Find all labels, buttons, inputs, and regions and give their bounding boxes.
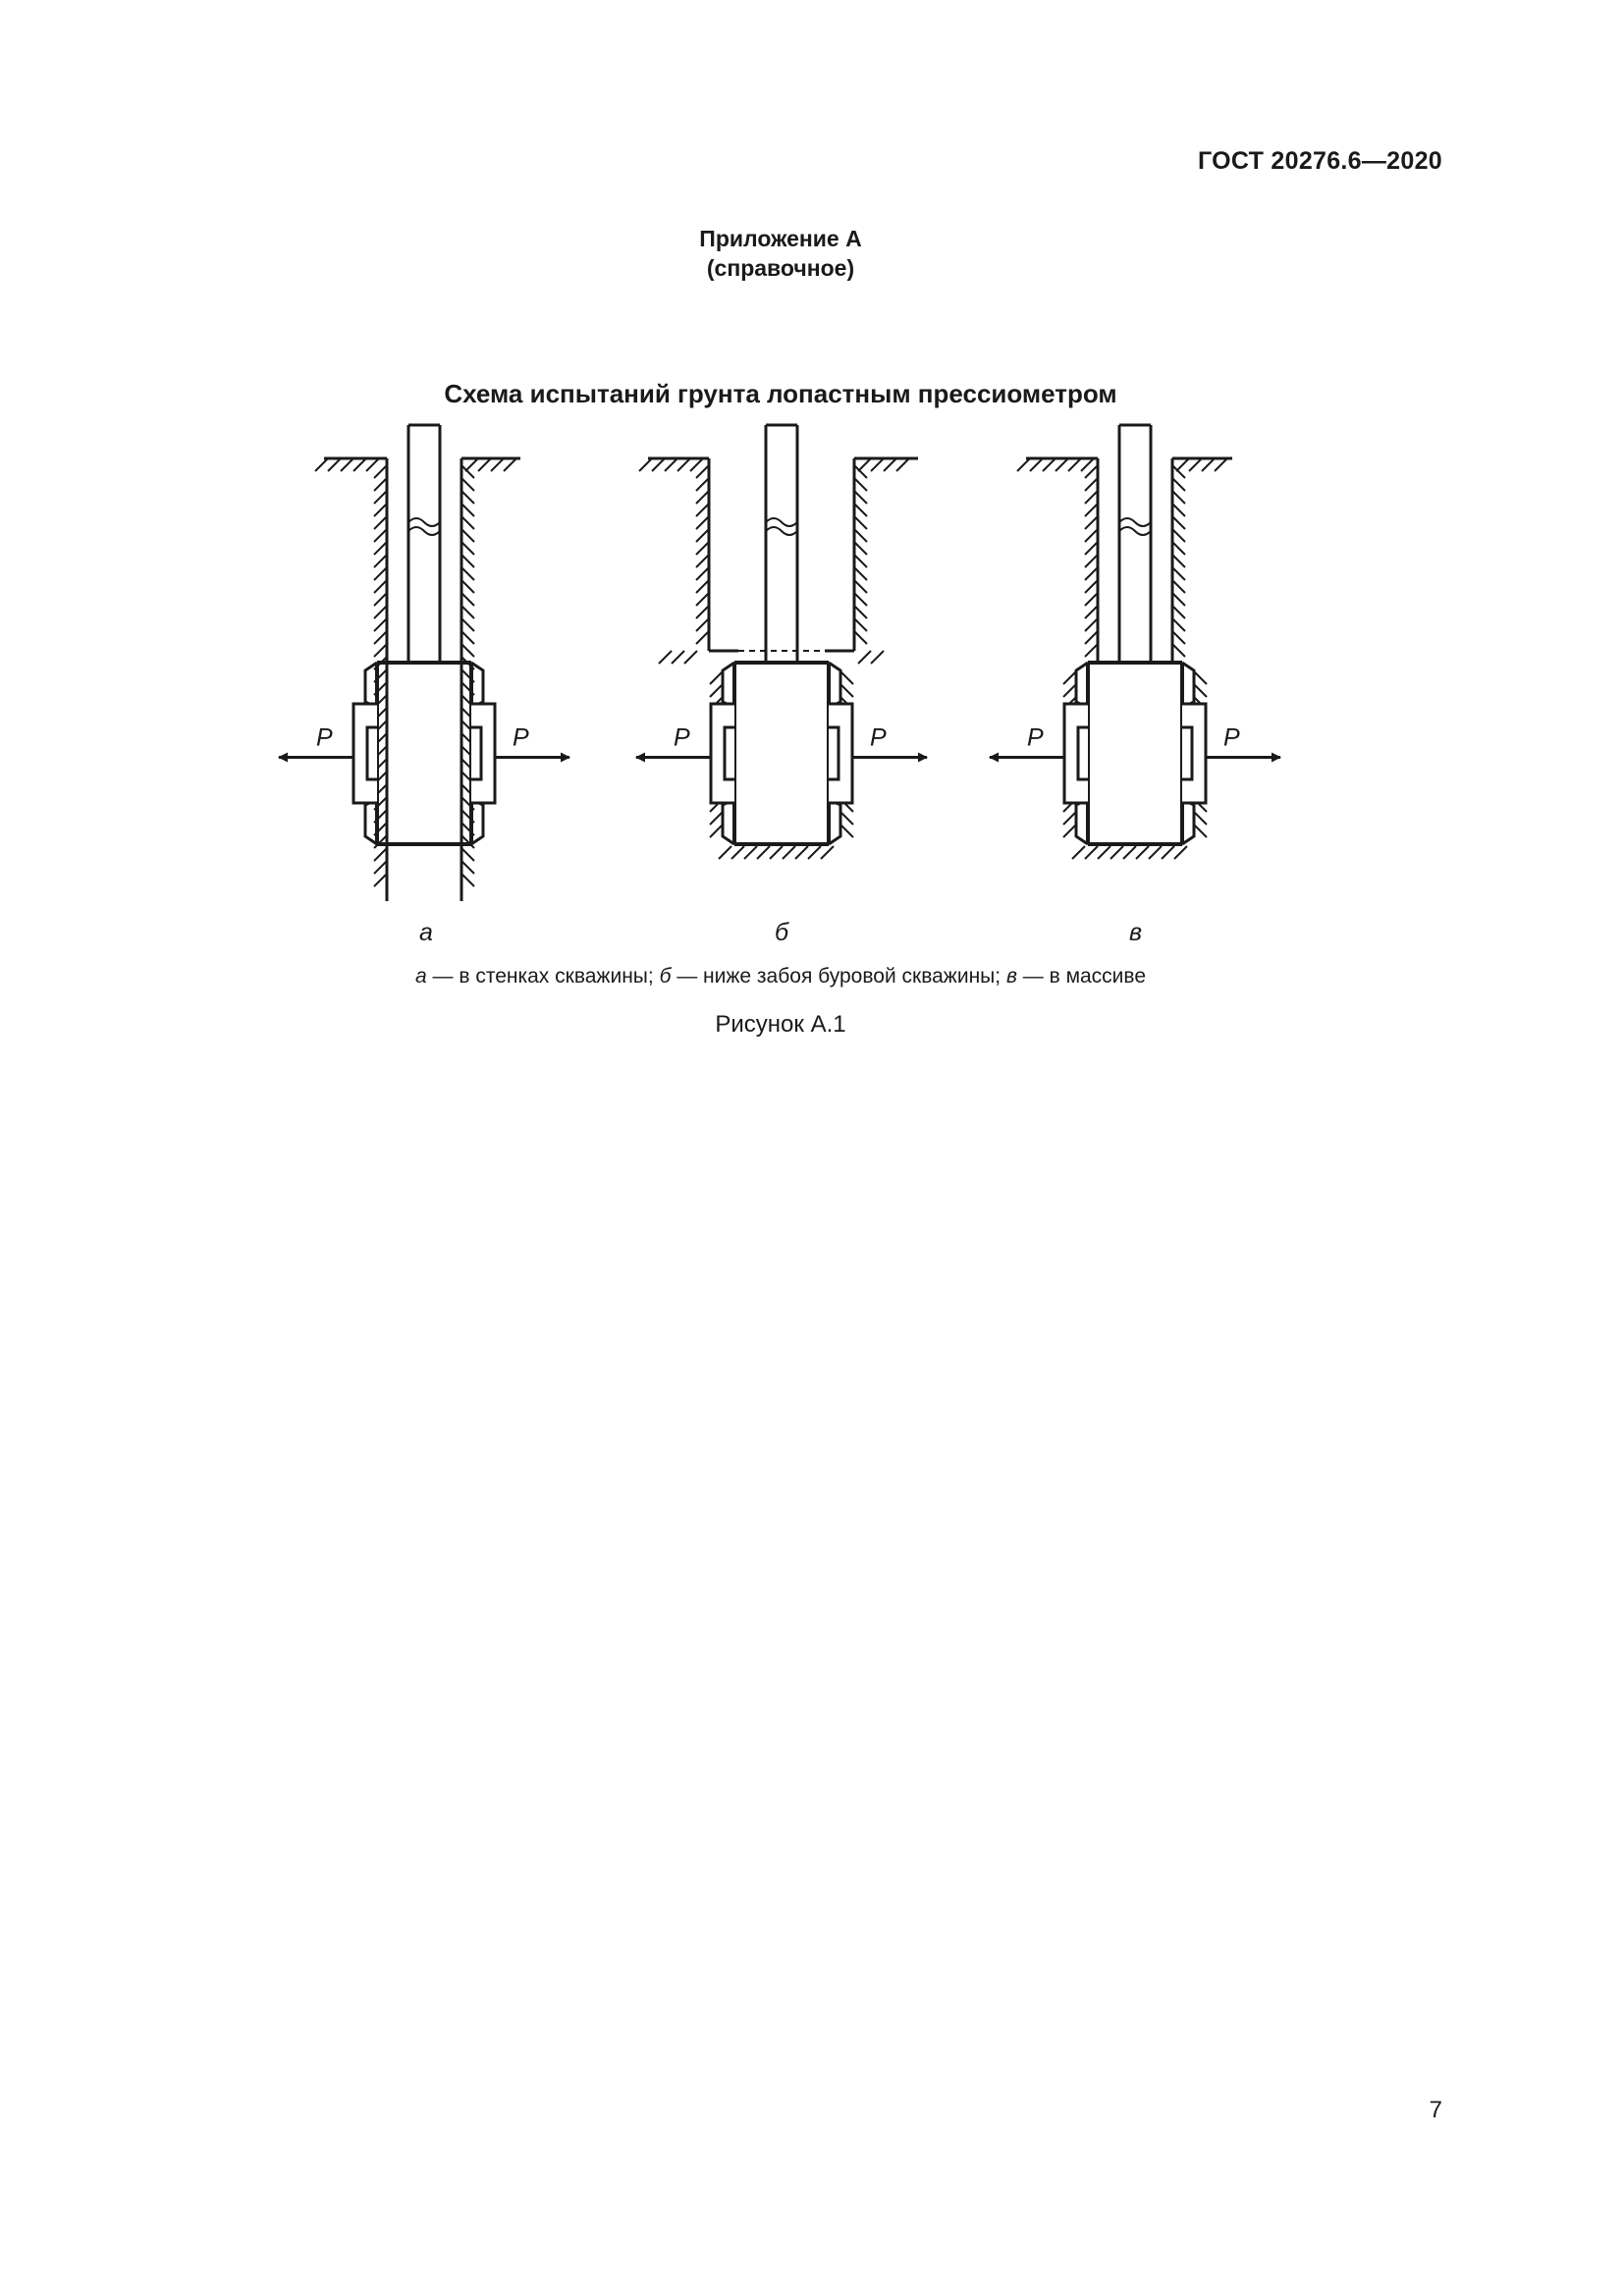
ground-hatch-right [465, 458, 516, 471]
ground-hatch-right [1176, 458, 1227, 471]
legend-text-b: — ниже забоя буровой скважины; [671, 965, 1006, 988]
subfigure-label-a: а [419, 919, 433, 946]
legend-key-b: б [659, 965, 672, 988]
wall-hatch-right [854, 465, 867, 644]
probe-base-hatch [1072, 846, 1187, 859]
scheme-b-below-borehole-bottom [636, 425, 927, 859]
wall-hatch-left [1085, 465, 1098, 657]
document-header: ГОСТ 20276.6—2020 [1197, 147, 1442, 175]
ground-hatch-left [1017, 458, 1094, 471]
scheme-a-borehole-walls [279, 425, 569, 901]
figure-title: Схема испытаний грунта лопастным прессиометром [444, 379, 1117, 408]
pressure-label-right: P [1223, 723, 1240, 752]
right-blade [1182, 704, 1206, 803]
subfigure-label-c: в [1129, 919, 1143, 946]
pressure-label-left: P [316, 723, 333, 752]
bottom-hatch-left [659, 651, 697, 664]
figure-legend [0, 965, 1561, 988]
legend-key-a: а [414, 965, 427, 988]
appendix-kind: (справочное) [706, 255, 855, 281]
legend-key-c: в [1005, 965, 1017, 988]
right-blade [829, 704, 852, 803]
pressure-label-left: P [674, 723, 690, 752]
rod-break-mark [408, 527, 440, 535]
bottom-hatch-right [858, 651, 884, 664]
subfigure-label-b: б [775, 919, 789, 946]
right-blade [471, 704, 495, 803]
wall-hatch-left [696, 465, 709, 644]
pressuremeter-test-diagram [0, 0, 1624, 942]
pressure-label-right: P [513, 723, 529, 752]
pressure-label-right: P [870, 723, 887, 752]
ground-hatch-left [315, 458, 379, 471]
ground-hatch-right [858, 458, 909, 471]
rod-break-mark [766, 518, 797, 526]
rod-break-mark [1119, 518, 1151, 526]
left-blade [711, 704, 734, 803]
page-number: 7 [1429, 2097, 1442, 2123]
wall-hatch-right [1172, 465, 1185, 657]
figure-caption: Рисунок А.1 [715, 1011, 846, 1038]
ground-hatch-left [639, 458, 703, 471]
rod-break-mark [1119, 527, 1151, 535]
scheme-c-in-soil-mass [990, 425, 1280, 859]
rod-break-mark [408, 518, 440, 526]
legend-text-a: — в стенках скважины; [426, 965, 660, 988]
left-blade [1064, 704, 1088, 803]
pressure-label-left: P [1027, 723, 1044, 752]
left-blade [353, 704, 377, 803]
appendix-title: Приложение А [699, 226, 862, 251]
legend-text-c: — в массиве [1016, 965, 1147, 988]
rod-break-mark [766, 527, 797, 535]
probe-base-hatch [719, 846, 834, 859]
